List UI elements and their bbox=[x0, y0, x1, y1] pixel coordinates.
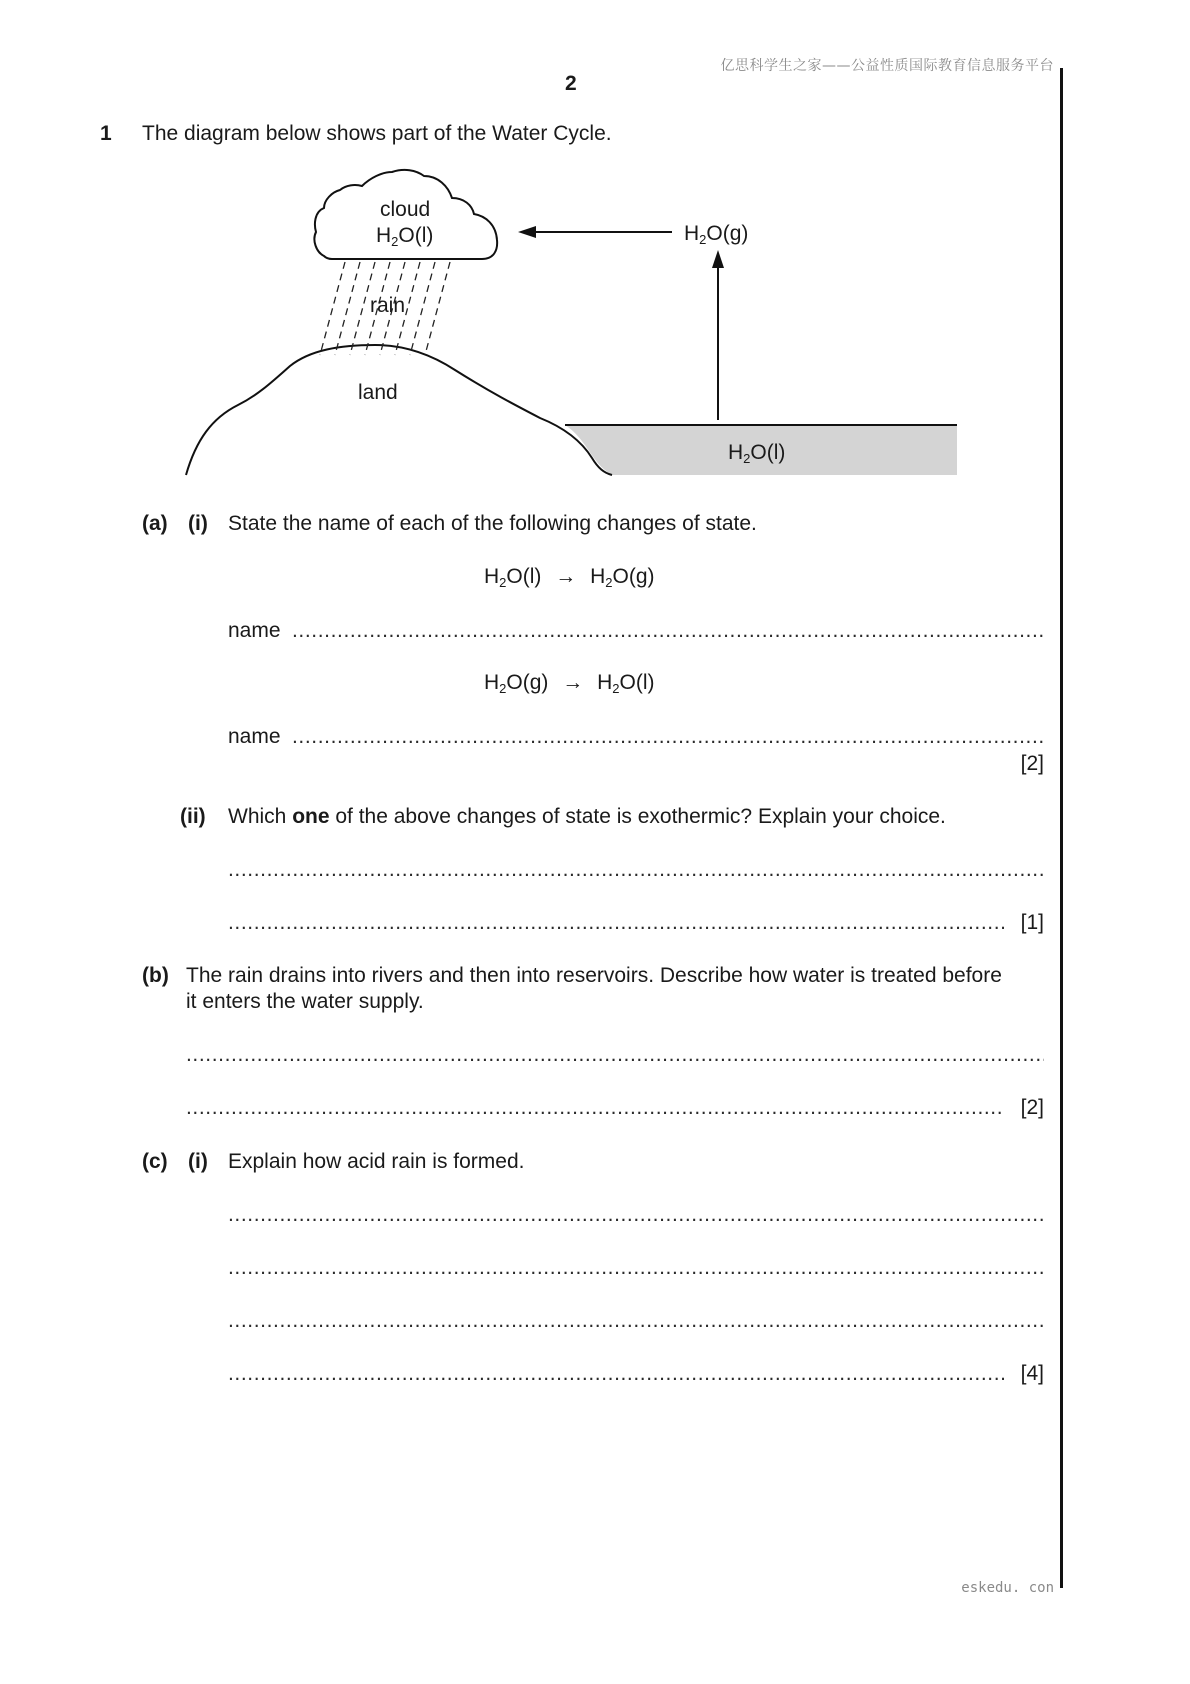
equation-evaporation: $H_2O(l) \to H_2O(g)$ bbox=[484, 565, 655, 590]
part-c-label: (c) bbox=[142, 1150, 168, 1173]
part-c-i-label: (i) bbox=[188, 1150, 208, 1173]
equation-condensation: $H_2O(g) \to H_2O(l)$ bbox=[484, 671, 655, 696]
part-c-i-prompt: Explain how acid rain is formed. bbox=[228, 1150, 525, 1173]
marks-a-i: [2] bbox=[1020, 752, 1044, 775]
part-b-prompt-line1: The rain drains into rivers and then into reservoirs. Describe how water is treated before bbox=[186, 964, 1002, 987]
name-label-1: name bbox=[228, 619, 281, 642]
answer-line-c-i-3[interactable] bbox=[228, 1309, 1044, 1333]
answer-line-a-ii-1[interactable] bbox=[228, 858, 1044, 882]
answer-line-c-i-2[interactable] bbox=[228, 1256, 1044, 1280]
part-a-i-prompt: State the name of each of the following changes of state. bbox=[228, 512, 757, 535]
answer-line-a-ii-2[interactable] bbox=[228, 911, 1004, 935]
evaporation-arrowhead bbox=[712, 250, 724, 268]
part-b-prompt-line2: it enters the water supply. bbox=[186, 990, 424, 1013]
part-a-ii-label: (ii) bbox=[180, 805, 206, 828]
part-a-ii-prompt: Which one of the above changes of state is exothermic? Explain your choice. bbox=[228, 805, 946, 828]
marks-c-i: [4] bbox=[1020, 1362, 1044, 1385]
page-number: 2 bbox=[565, 72, 577, 95]
answer-line-a-i-2[interactable] bbox=[292, 725, 1044, 749]
footer-site: eskedu. con bbox=[961, 1580, 1054, 1596]
answer-line-c-i-4[interactable] bbox=[228, 1362, 1004, 1386]
vapour-formula: $H_2O(g)$ bbox=[684, 222, 749, 247]
answer-line-a-i-1[interactable] bbox=[292, 619, 1044, 643]
answer-line-b-2[interactable] bbox=[186, 1096, 1004, 1120]
name-label-2: name bbox=[228, 725, 281, 748]
cloud-formula: $H_2O(l)$ bbox=[376, 224, 434, 249]
answer-line-c-i-1[interactable] bbox=[228, 1203, 1044, 1227]
land-label: land bbox=[358, 381, 398, 404]
header-watermark: 亿思科学生之家——公益性质国际教育信息服务平台 bbox=[720, 58, 1054, 74]
part-a-i-label: (i) bbox=[188, 512, 208, 535]
part-a-label: (a) bbox=[142, 512, 168, 535]
land-outline bbox=[186, 345, 612, 475]
answer-line-b-1[interactable] bbox=[186, 1043, 1044, 1067]
question-intro: The diagram below shows part of the Water Cycle. bbox=[142, 122, 612, 145]
water-cycle-diagram bbox=[0, 0, 1190, 480]
marks-b: [2] bbox=[1020, 1096, 1044, 1119]
part-b-label: (b) bbox=[142, 964, 169, 987]
cloud-label: cloud bbox=[380, 198, 431, 221]
marks-a-ii: [1] bbox=[1020, 911, 1044, 934]
sea-formula: $H_2O(l)$ bbox=[728, 441, 786, 466]
rain-label: rain bbox=[370, 294, 406, 317]
question-number: 1 bbox=[100, 122, 112, 145]
condensation-arrowhead bbox=[518, 226, 536, 238]
